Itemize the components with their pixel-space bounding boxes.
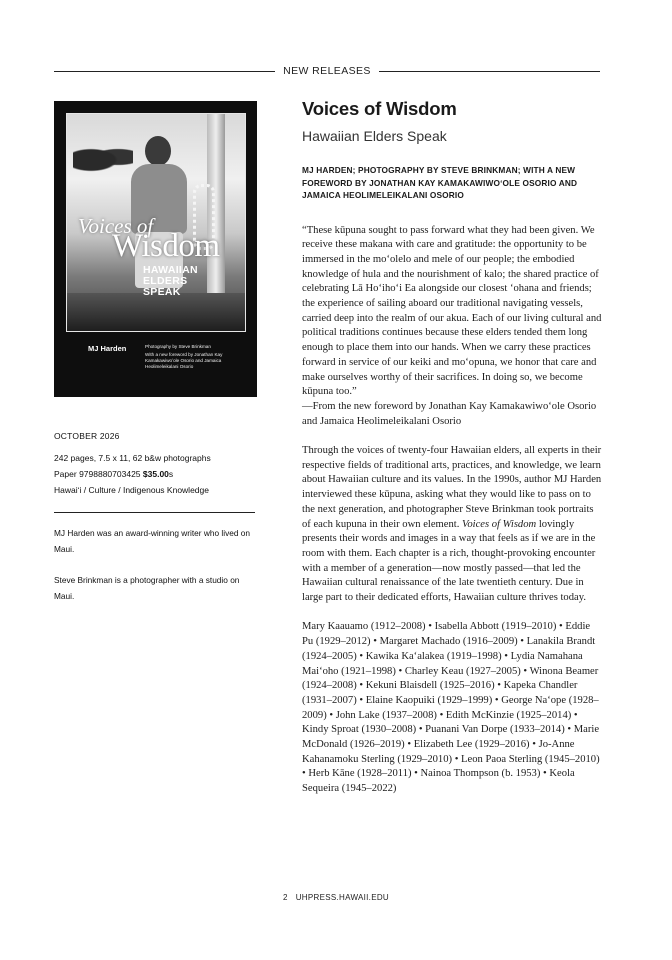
foreword-quote: “These kūpuna sought to pass forward what they had been given. We receive these makana with care and gratitude: the opportunity to be immersed in the moʻolelo and mele of our people; the embodied knowledge of hula and the nourishment of kalo; the shared practice of celebrating Lā Hoʻihoʻi Ea alongside our closest ʻohana and friends; the experience of sailing aboard our traditional navigating vessels, carried deep into the realm of our akua. Each of our living cultural and political traditions continues because these elders tended them long enough to place them into our hands. When we carry these practices forward in service of our keiki and moʻopuna, we honor that care and make ourselves worthy of their sacrifices. In doing so, we become kūpuna too.” —From the new foreword by Jonathan Kay Kamakawiwoʻole Osorio and Jamaica Heolimeleikalani Osorio <box>302 224 602 430</box>
format: Paper <box>54 469 77 479</box>
section-label: NEW RELEASES <box>283 65 371 77</box>
subjects: Hawaiʻi / Culture / Indigenous Knowledge <box>54 485 209 495</box>
cover-title-line2: Wisdom <box>112 228 220 264</box>
author-bios <box>54 525 259 619</box>
book-description-column <box>302 98 602 812</box>
cover-author: MJ Harden <box>88 344 127 353</box>
quote-attribution: —From the new foreword by Jonathan Kay Kamakawiwoʻole Osorio and Jamaica Heolimeleikalani Osorio <box>302 400 597 427</box>
book-credits: MJ HARDEN; PHOTOGRAPHY BY STEVE BRINKMAN; WITH A NEW FOREWORD BY JONATHAN KAY KAMAKAWIWOʻOLE OSORIO AND JAMAICA HEOLIMELEIKALANI OSORIO <box>302 165 578 200</box>
divider <box>54 512 255 513</box>
page-number: 2 <box>282 893 288 902</box>
book-description: Through the voices of twenty-four Hawaiian elders, all experts in their respective fields of traditional arts, practices, and knowledge, we learn about Hawaiian culture and its values. In the 1990s, author MJ Harden interviewed these kūpuna, asking what they would like to pass on to the next generation, and photographer Steve Brinkman took portraits of each kupuna in their own element. Voices of Wisdom lovingly presents their words and images in a way that feels as if we are in the room with them. Each chapter is a rich, thought-provoking encounter with a member of a generation—now mostly passed—that led the Hawaiian cultural renaissance of the late twentieth century. Due in large part to their dedicated efforts, Hawaiian culture thrives today. <box>302 445 602 604</box>
photographer-name: Steve Brinkman <box>54 575 113 585</box>
author-bio: MJ Harden was an award-winning writer who lived on Maui. <box>54 528 250 554</box>
book-subtitle: Hawaiian Elders Speak <box>302 128 447 144</box>
elders-list: Mary Kaauamo (1912–2008) • Isabella Abbott (1919–2010) • Eddie Pu (1929–2012) • Margaret Machado (1916–2009) • Lanakila Brandt (1924–2005) • Kawika Ka‘alakea (1919–1998) • Lydia Namahana Mai‘oho (1921–1998) • Charley Keau (1927–2005) • Winona Beamer (1924–2008) • Kekuni Blaisdell (1925–2016) • Kapeka Chandler (1931–2007) • Elaine Kaopuiki (1929–1999) • George Na‘ope (1928–2009) • John Lake (1937–2008) • Edith McKinzie (1925–2014) • Kindy Sproat (1930–2008) • Puanani Van Dorpe (1933–2014) • Marie McDonald (1926–2019) • Elizabeth Lee (1929–2016) • Jo-Anne Kahanamoku Sterling (1929–2010) • Leon Paoa Sterling (1945–2010) • Herb Kāne (1928–2011) • Nainoa Thompson (b. 1953) • Keola Sequeira (1945–2022) <box>302 621 600 795</box>
book-title: Voices of Wisdom <box>302 98 457 119</box>
deck-graphic <box>67 293 245 331</box>
book-format-price <box>54 466 259 482</box>
release-season: OCTOBER 2026 <box>54 431 120 441</box>
price: $35.00 <box>142 469 169 479</box>
book-body <box>302 224 602 797</box>
header-rule-right <box>379 71 600 72</box>
isbn: 9798880703425 <box>79 469 141 479</box>
book-specs: 242 pages, 7.5 x 11, 62 b&w photographs <box>54 453 211 463</box>
cover-subtitle: HAWAIIAN ELDERS SPEAK <box>143 264 198 298</box>
book-cover-image <box>54 101 257 397</box>
section-header <box>54 64 600 78</box>
palm-trees-graphic <box>73 142 133 172</box>
cover-title-line1: Voices of <box>78 214 154 238</box>
header-rule-left <box>54 71 275 72</box>
footer-site: UHPRESS.HAWAII.EDU <box>295 893 389 902</box>
price-suffix: s <box>168 469 174 479</box>
book-specs-block <box>54 450 259 498</box>
page-footer <box>0 893 672 902</box>
author-name: MJ Harden <box>54 528 95 538</box>
cover-credits: Photography by Steve Brinkman With a new foreword by Jonathan Kay Kamakawiwoʻole Osorio and Jamaica Heolimeleikalani Osorio <box>145 344 223 369</box>
book-metadata <box>54 431 259 513</box>
photographer-bio: Steve Brinkman is a photographer with a studio on Maui. <box>54 575 240 601</box>
